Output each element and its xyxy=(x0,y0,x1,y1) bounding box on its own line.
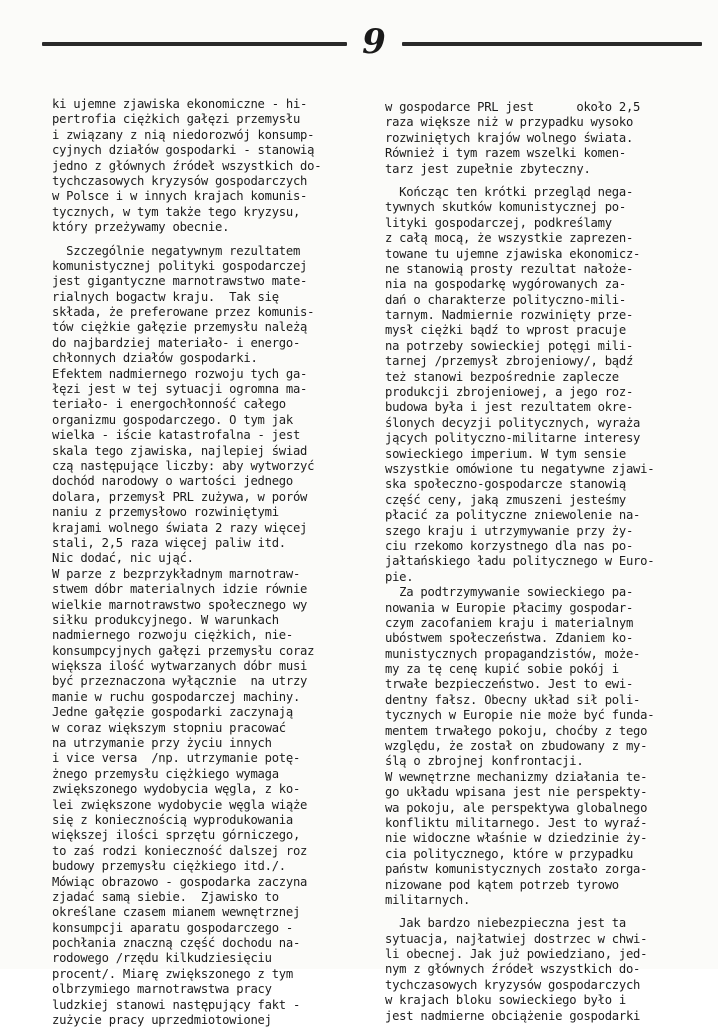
text-line: na potrzeby sowieckiej potęgi mili- xyxy=(385,338,634,353)
text-line: i vice versa /np. utrzymanie potę- xyxy=(52,751,301,766)
text-line: ne stanowią prosty rezultat nałoże- xyxy=(385,261,634,276)
text-line: część ceny, jaką zmuszeni jesteśmy xyxy=(385,492,626,507)
text-line: wszystkie omówione tu negatywne zjawi- xyxy=(385,461,655,476)
paragraph-gap xyxy=(385,908,697,916)
text-line: dentny fałsz. Obecny układ sił poli- xyxy=(385,692,641,707)
text-line: W wewnętrzne mechanizmy działania te- xyxy=(385,769,648,784)
text-line: produkcji zbrojeniowej, a jego roz- xyxy=(385,385,634,400)
text-line: Kończąc ten krótki przegląd nega- xyxy=(385,184,634,199)
page-number: 9 xyxy=(362,22,386,62)
left-text-column xyxy=(52,97,352,1028)
text-line: W parze z bezprzykładnym marnotraw- xyxy=(52,566,301,581)
right-text-column xyxy=(385,100,697,1024)
text-line: ślą o zbrojnej konfrontacji. xyxy=(385,754,584,769)
text-line: nizowane pod kątem potrzeb tyrowo xyxy=(385,877,619,892)
text-line: wa pokoju, ale perspektywa globalnego xyxy=(385,800,648,815)
text-line: li obecnej. Jak już powiedziano, jed- xyxy=(385,947,648,962)
text-line: mysł ciężki bądź to wprost pracuje xyxy=(385,323,626,338)
text-line: cyjnych działów gospodarki - stanowią xyxy=(52,143,315,158)
text-line: ludzkiej stanowi następujący fakt - xyxy=(52,997,301,1012)
text-line: rozwiniętych krajów wolnego świata. xyxy=(385,130,634,145)
text-line: dochód narodowy o wartości jednego xyxy=(52,474,293,489)
text-line: sytuacja, najłatwiej dostrzec w chwi- xyxy=(385,931,648,946)
text-line: który przeżywamy obecnie. xyxy=(52,220,230,235)
text-line: w krajach bloku sowieckiego było i xyxy=(385,993,626,1008)
header-rule-left xyxy=(42,42,347,46)
text-line: dań o charakterze polityczno-mili- xyxy=(385,292,626,307)
text-line: jest nadmierne obciążenie gospodarki xyxy=(385,1008,641,1023)
header-rule-right xyxy=(402,42,702,46)
text-line: naniu z przemysłowo rozwiniętymi xyxy=(52,505,279,520)
text-line: być przeznaczona wyłącznie na utrzy xyxy=(52,674,308,689)
text-line: Jedne gałęzie gospodarki zaczynają xyxy=(52,705,293,720)
text-line: się z koniecznością wyprodukowania xyxy=(52,812,293,827)
text-line: sowieckiego imperium. W tym sensie xyxy=(385,446,626,461)
text-line: trwałe bezpieczeństwo. Jest to ewi- xyxy=(385,677,634,692)
text-line: Za podtrzymywanie sowieckiego pa- xyxy=(385,585,634,600)
text-line: większa ilość wytwarzanych dóbr musi xyxy=(52,659,308,674)
text-line: do najbardziej materiało- i energo- xyxy=(52,335,301,350)
text-line: mentem trwałego pokoju, choćby z tego xyxy=(385,723,648,738)
text-line: rodowego /rzędu kilkudziesięciu xyxy=(52,951,272,966)
text-line: konsumpcyjnych gałęzi przemysłu coraz xyxy=(52,643,315,658)
text-line: komunistycznej polityki gospodarczej xyxy=(52,258,308,273)
text-line: państw komunistycznych zostało zorga- xyxy=(385,862,648,877)
text-line: nym z głównych źródeł wszystkich do- xyxy=(385,962,641,977)
text-line: organizmu gospodarczego. O tym jak xyxy=(52,412,293,427)
text-line: jedno z głównych źródeł wszystkich do- xyxy=(52,158,322,173)
text-line: szego kraju i utrzymywanie przy ży- xyxy=(385,523,634,538)
text-line: i związany z nią niedorozwój konsump- xyxy=(52,127,315,142)
text-line: towane tu ujemne zjawiska ekonomicz- xyxy=(385,246,641,261)
text-line: munistycznych propagandzistów, może- xyxy=(385,646,641,661)
paragraph-gap xyxy=(385,177,697,185)
text-line: pochłania znaczną część dochodu na- xyxy=(52,936,301,951)
text-line: żnego przemysłu ciężkiego wymaga xyxy=(52,766,279,781)
text-line: płacić za polityczne zniewolenie na- xyxy=(385,508,641,523)
text-line: teriało- i energochłonność całego xyxy=(52,397,286,412)
text-line: krajami wolnego świata 2 razy więcej xyxy=(52,520,308,535)
text-line: go układu wpisana jest nie perspekty- xyxy=(385,785,648,800)
text-line: wielkie marnotrawstwo społecznego wy xyxy=(52,597,308,612)
text-line: olbrzymiego marnotrawstwa pracy xyxy=(52,982,272,997)
text-line: Szczególnie negatywnym rezultatem xyxy=(52,243,301,258)
text-line: manie w ruchu gospodarczej machiny. xyxy=(52,689,301,704)
text-line: łęzi jest w tej sytuacji ogromna ma- xyxy=(52,382,308,397)
text-line: lityki gospodarczej, podkreślamy xyxy=(385,215,612,230)
text-line: ślonych decyzji politycznych, wyraża xyxy=(385,415,641,430)
text-line: pie. xyxy=(385,569,414,584)
text-line: dolara, przemysł PRL zużywa, w porów xyxy=(52,489,308,504)
text-line: zużycie pracy uprzedmiotowionej xyxy=(52,1013,272,1028)
text-line: my za tę cenę kupić sobie pokój i xyxy=(385,662,619,677)
text-line: budowa była i jest rezultatem okre- xyxy=(385,400,634,415)
text-line: militarnych. xyxy=(385,892,471,907)
text-line: nowania w Europie płacimy gospodar- xyxy=(385,600,634,615)
text-line: lei zwiększone wydobycie węgla wiąże xyxy=(52,797,308,812)
text-line: ciu rzekomo korzystnego dla nas po- xyxy=(385,538,634,553)
text-line: nadmiernego rozwoju ciężkich, nie- xyxy=(52,628,293,643)
text-line: w Polsce i w innych krajach komunis- xyxy=(52,189,308,204)
text-line: budowy przemysłu ciężkiego itd./. xyxy=(52,859,286,874)
text-line: tywnych skutków komunistycznej po- xyxy=(385,200,626,215)
text-line: nia na gospodarkę wygórowanych za- xyxy=(385,277,626,292)
text-line: nie widoczne właśnie w dziedzinie ży- xyxy=(385,831,648,846)
text-line: tycznych, w tym także tego kryzysu, xyxy=(52,204,301,219)
text-line: tychczasowych kryzysów gospodarczych xyxy=(385,977,641,992)
text-line: w gospodarce PRL jest około 2,5 xyxy=(385,100,641,114)
text-line: rialnych bogactw kraju. Tak się xyxy=(52,289,279,304)
text-line: jest gigantyczne marnotrawstwo mate- xyxy=(52,274,308,289)
text-line: tów ciężkie gałęzie przemysłu należą xyxy=(52,320,308,335)
text-line: tarnej /przemysł zbrojeniowy/, bądź xyxy=(385,354,634,369)
text-line: Mówiąc obrazowo - gospodarka zaczyna xyxy=(52,874,308,889)
text-line: w coraz większym stopniu pracować xyxy=(52,720,286,735)
text-line: jałtańskiego ładu politycznego w Euro- xyxy=(385,554,655,569)
text-line: tarnym. Nadmiernie rozwinięty prze- xyxy=(385,308,634,323)
text-line: tychczasowych kryzysów gospodarczych xyxy=(52,173,308,188)
text-line: na utrzymanie przy życiu innych xyxy=(52,736,272,751)
text-line: skala tego zjawiska, najlepiej świad xyxy=(52,443,308,458)
text-line: Efektem nadmiernego rozwoju tych ga- xyxy=(52,366,308,381)
paragraph-gap xyxy=(52,236,352,244)
text-line: zjadać samą siebie. Zjawisko to xyxy=(52,889,279,904)
text-line: stali, 2,5 raza więcej paliw itd. xyxy=(52,535,286,550)
text-line: z całą mocą, że wszystkie zaprezen- xyxy=(385,231,634,246)
text-line: siłku produkcyjnego. W warunkach xyxy=(52,612,279,627)
text-line: chłonnych działów gospodarki. xyxy=(52,351,258,366)
text-line: czym zacofaniem kraju i materialnym xyxy=(385,615,634,630)
text-line: czą następujące liczby: aby wytworzyć xyxy=(52,458,315,473)
text-line: ubóstwem społeczeństwa. Zdaniem ko- xyxy=(385,631,634,646)
text-line: stwem dóbr materialnych idzie równie xyxy=(52,582,308,597)
text-line: zwiększonego wydobycia węgla, z ko- xyxy=(52,782,301,797)
text-line: ska społeczno-gospodarcze stanowią xyxy=(385,477,626,492)
text-line: konsumpcji aparatu gospodarczego - xyxy=(52,920,293,935)
text-line: Również i tym razem wszelki komen- xyxy=(385,146,626,161)
text-line: konfliktu militarnego. Jest to wyraź- xyxy=(385,815,648,830)
text-line: raza większe niż w przypadku wysoko xyxy=(385,115,634,130)
text-line: składa, że preferowane przez komunis- xyxy=(52,305,315,320)
text-line: ki ujemne zjawiska ekonomiczne - hi- xyxy=(52,97,308,111)
text-line: względu, że został on zbudowany z my- xyxy=(385,739,648,754)
text-line: wielka - iście katastrofalna - jest xyxy=(52,428,301,443)
text-line: tycznych w Europie nie może być funda- xyxy=(385,708,655,723)
text-line: procent/. Miarę zwiększonego z tym xyxy=(52,966,293,981)
text-line: cia politycznego, które w przypadku xyxy=(385,846,634,861)
text-line: Nic dodać, nic ująć. xyxy=(52,551,194,566)
text-line: jących polityczno-militarne interesy xyxy=(385,431,641,446)
text-line: też stanowi bezpośrednie zaplecze xyxy=(385,369,619,384)
text-line: to zaś rodzi konieczność dalszej roz xyxy=(52,843,308,858)
text-line: większej ilości sprzętu górniczego, xyxy=(52,828,301,843)
text-line: Jak bardzo niebezpieczna jest ta xyxy=(385,916,626,931)
text-line: pertrofia ciężkich gałęzi przemysłu xyxy=(52,112,301,127)
text-line: tarz jest zupełnie zbyteczny. xyxy=(385,161,591,176)
text-line: określane czasem mianem wewnętrznej xyxy=(52,905,301,920)
